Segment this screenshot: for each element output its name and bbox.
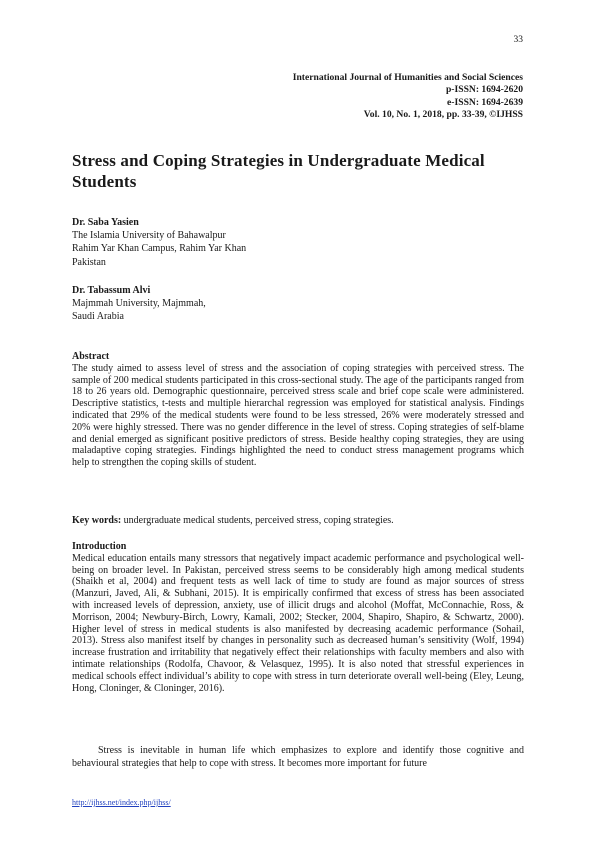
body-paragraph bbox=[72, 744, 524, 770]
introduction-section bbox=[72, 541, 524, 694]
body-paragraph-text: Stress is inevitable in human life which emphasizes to explore and identify those cognitive and behavioural strategies that help to cope with stress. It becomes more important for future bbox=[72, 745, 524, 770]
keywords-label: Key words: bbox=[72, 515, 122, 526]
author-affiliation-line: The Islamia University of Bahawalpur bbox=[72, 230, 226, 242]
author-name: Dr. Saba Yasien bbox=[72, 217, 139, 228]
author-block bbox=[72, 284, 472, 324]
author-affiliation-line: Majmmah University, Majmmah, bbox=[72, 298, 206, 310]
journal-e-issn: e-ISSN: 1694-2639 bbox=[447, 96, 523, 108]
abstract-section bbox=[72, 351, 524, 469]
paper-title: Stress and Coping Strategies in Undergraduate Medical Students bbox=[72, 151, 485, 191]
journal-name: International Journal of Humanities and Social Sciences bbox=[292, 72, 523, 83]
abstract-heading: Abstract bbox=[72, 351, 110, 362]
journal-url-link[interactable]: http://ijhss.net/index.php/ijhss/ bbox=[72, 798, 171, 807]
keywords-text: undergraduate medical students, perceived stress, coping strategies. bbox=[121, 515, 394, 526]
introduction-heading: Introduction bbox=[72, 541, 127, 552]
page-number: 33 bbox=[513, 35, 523, 45]
author-block bbox=[72, 216, 472, 269]
journal-p-issn: p-ISSN: 1694-2620 bbox=[445, 84, 523, 96]
author-name: Dr. Tabassum Alvi bbox=[72, 285, 151, 296]
author-affiliation-line: Rahim Yar Khan Campus, Rahim Yar Khan bbox=[72, 243, 247, 255]
keywords-section bbox=[72, 515, 524, 527]
journal-volume: Vol. 10, No. 1, 2018, pp. 33-39, ©IJHSS bbox=[363, 109, 523, 121]
introduction-text: Medical education entails many stressors that negatively impact academic performance and psychological well-being on broader level. In Pakistan, perceived stress seems to be considerably high among medical students (Shaikh et al, 2004) and frequent tests as well lack of time to study are found as major sources of stress (Manzuri, Javed, Ali, & Subhani, 2015). It is empirically confirmed that excess of stress has been associated with increased levels of depression, anxiety, use of illicit drugs and alcohol (Moffat, McConnachie, Ross, & Morrison, 2004; Newbury-Birch, Lowry, Kamali, 2002; Stecker, 2004, Shapiro, Shapiro, & Schwartz, 2000). Higher level of stress in medical students is also manifested by decreasing academic performance (Sohail, 2013). Stress also manifest itself by changes in personality such as decreased human’s sensitivity (Wolf, 1994) increase frustration and irritability that negatively effect their relationships with faculty members and also with intimate relationships (Rodolfa, Chavoor, & Velasquez, 1995). It is also noted that stressful experiences in medical schools effect individual’s ability to cope with stress in turn deteriorate overall well-being (Eley, Leung, Hong, Cloninger, & Cloninger, 2016). bbox=[72, 552, 524, 694]
author-affiliation-line: Pakistan bbox=[72, 256, 106, 268]
abstract-text: The study aimed to assess level of stress and the association of coping strategies with perceived stress. The sample of 200 medical students participated in this cross-sectional study. The age of the participants ranged from 18 to 26 years old. Demographic questionnaire, perceived stress scale and brief cope scale were administered. Descriptive statistics, t-tests and multiple hierarchal regression was employed for statistical analysis. Findings indicated that 29% of the medical students were found to be less stressed, 26% were moderately stressed and 20% were highly stressed. There was no gender difference in the level of stress. Coping strategies of self-blame and denial emerged as significant positive predictors of stress. Beside healthy coping strategies, they are using maladaptive coping strategies. Findings highlighted the need to conduct stress management programs which help to strengthen the coping skills of student. bbox=[72, 362, 524, 469]
author-affiliation-line: Saudi Arabia bbox=[72, 311, 124, 323]
journal-header bbox=[293, 72, 523, 122]
